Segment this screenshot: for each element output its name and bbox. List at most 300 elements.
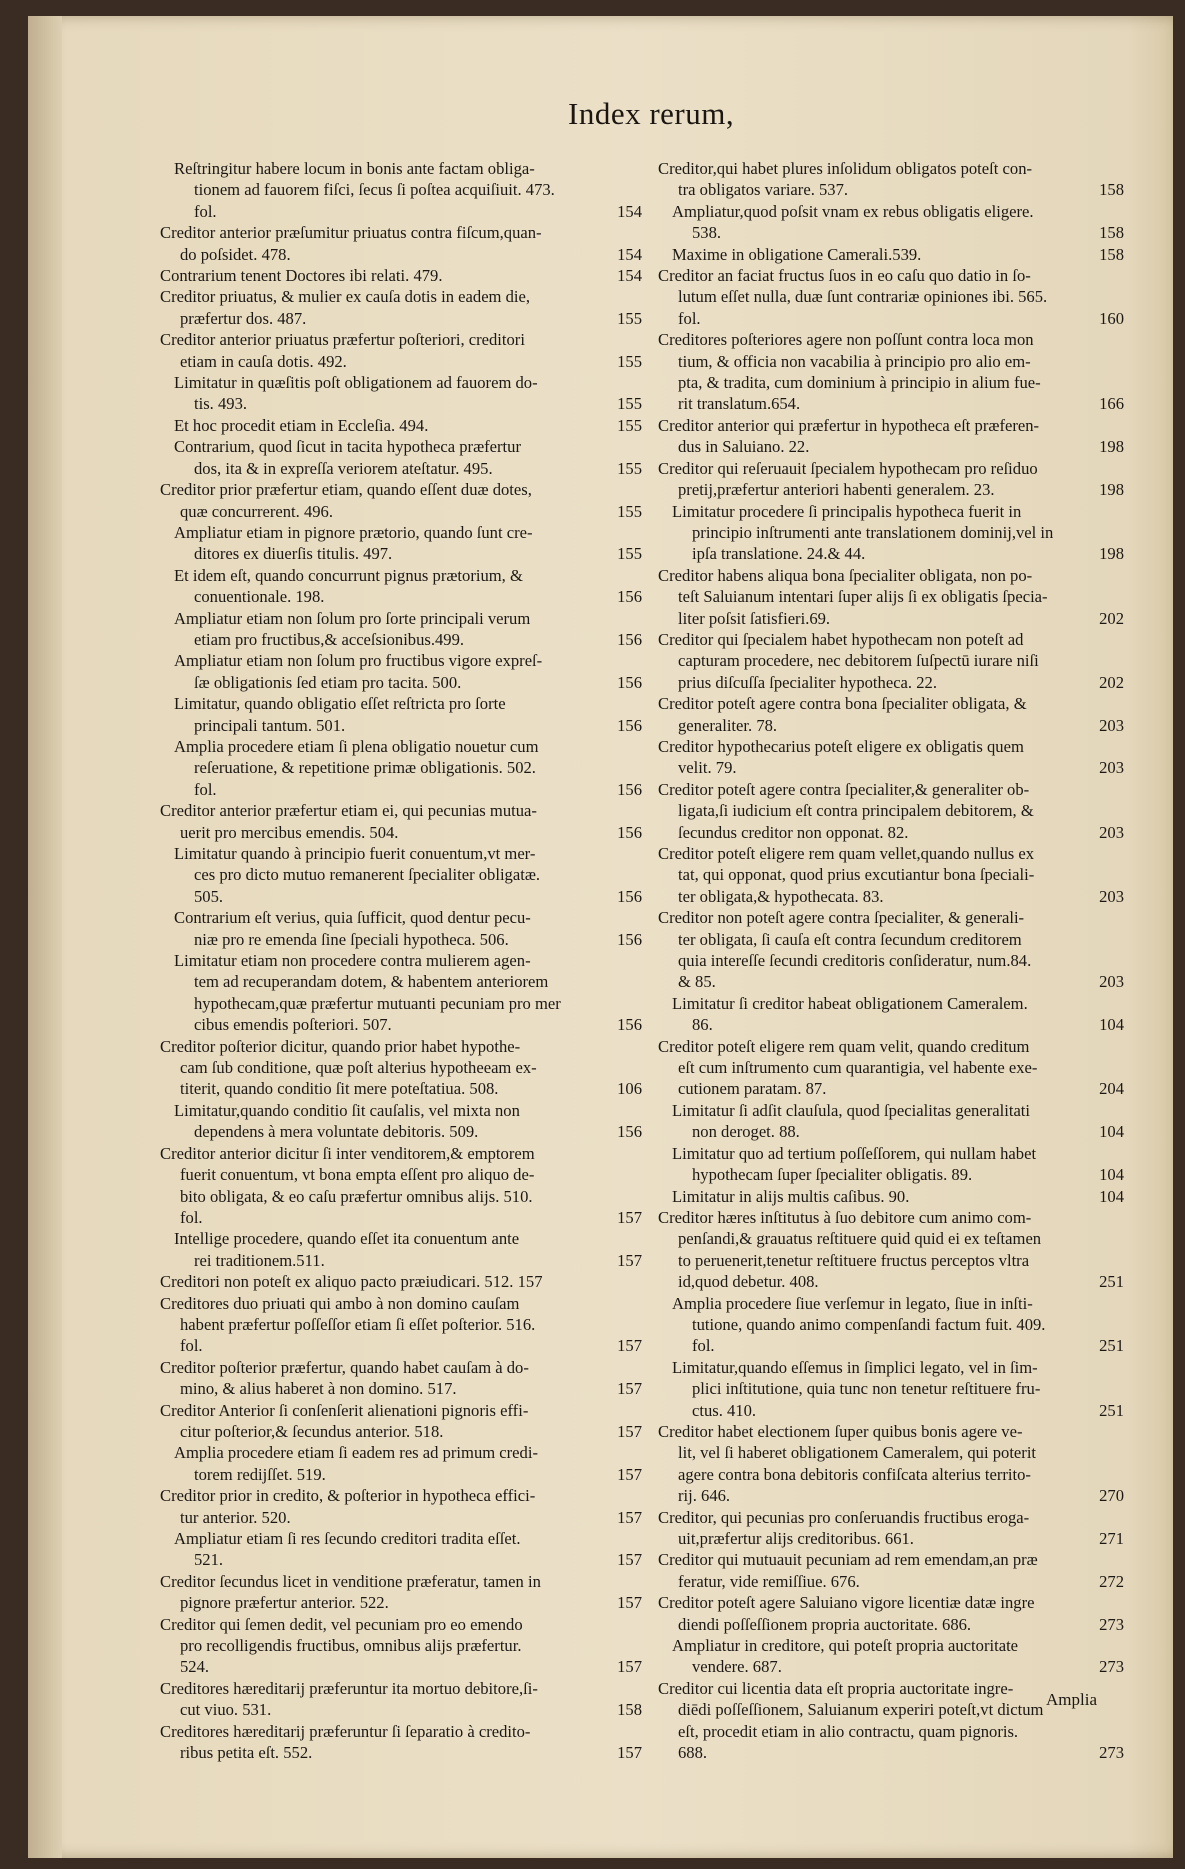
entry-line (174, 993, 646, 1014)
entry-line (160, 1635, 646, 1656)
entry-line (658, 1442, 1128, 1463)
index-entry (658, 779, 1128, 843)
entry-line (658, 1464, 1128, 1485)
entry-text: Amplia procedere ſiue verſemur in legato, ſiue in inſti- (672, 1293, 1033, 1313)
entry-text: ditores ex diuerſis titulis. 497. (194, 544, 393, 564)
index-entry (658, 265, 1128, 329)
entry-line (658, 458, 1128, 479)
index-entry (160, 415, 646, 436)
index-entry (160, 1571, 646, 1614)
entry-text: 505. (194, 886, 224, 906)
entry-line (658, 971, 1128, 992)
entry-text: cam ſub conditione, quæ poſt alterius hypotheeam ex- (180, 1058, 537, 1078)
page-number: 155 (617, 394, 642, 414)
entry-line (658, 265, 1128, 286)
entry-text: cibus emendis poſteriori. 507. (194, 1015, 392, 1035)
folio-label: fol. (194, 201, 217, 221)
entry-text: feratur, vide remiſſiue. 676. (678, 1571, 860, 1591)
entry-line (658, 1721, 1128, 1742)
entry-line (160, 1571, 646, 1592)
entry-line (658, 693, 1128, 714)
index-entry (160, 1678, 646, 1721)
entry-line (160, 1421, 646, 1442)
entry-line (160, 1614, 646, 1635)
page-number: 155 (617, 458, 642, 478)
page-number: 154 (617, 266, 642, 286)
page-number: 203 (1099, 886, 1124, 906)
entry-text: Creditor poteſt agere contra bona ſpecialiter obligata, & (658, 694, 1027, 714)
index-entry (658, 565, 1128, 629)
page-number: 156 (617, 1015, 642, 1035)
entry-text: Creditores duo priuati qui ambo à non domino cauſam (160, 1293, 520, 1313)
entry-line (160, 265, 646, 286)
entry-text: tis. 493. (194, 394, 248, 414)
entry-line (658, 308, 1128, 329)
entry-line (174, 201, 646, 222)
entry-text: ſecundus creditor non opponat. 82. (678, 822, 909, 842)
entry-text: Creditor anterior dicitur ſi inter venditorem,& emptorem (160, 1143, 535, 1163)
page-number: 158 (1099, 180, 1124, 200)
entry-text: tem ad recuperandam dotem, & habentem anteriorem (194, 972, 549, 992)
entry-text: titerit, quando conditio ſit mere poteſtatiua. 508. (180, 1079, 499, 1099)
page-number: 155 (617, 415, 642, 435)
index-entry (160, 950, 646, 1036)
entry-text: Creditor poteſt agere Saluiano vigore licentiæ datæ ingre (658, 1593, 1035, 1613)
folio-label: fol. (180, 1207, 203, 1227)
entry-line (658, 736, 1128, 757)
page-number: 158 (1099, 244, 1124, 264)
page-number: 157 (617, 1336, 642, 1356)
entry-text: conuentionale. 198. (194, 587, 325, 607)
entry-text: ribus petita eſt. 552. (180, 1743, 313, 1763)
entry-line (160, 1293, 646, 1314)
index-entry (160, 650, 646, 693)
entry-line (174, 1549, 646, 1570)
entry-line (658, 757, 1128, 778)
entry-text: tutione, quando animo compenſandi factum fuit. 409. (692, 1314, 1046, 1334)
entry-text: teſt Saluianum intentari ſuper alijs ſi ex obligatis ſpecia- (678, 587, 1048, 607)
entry-line (174, 179, 646, 200)
index-entry (658, 329, 1128, 415)
entry-text: dos, ita & in expreſſa veriorem ateſtatur. 495. (194, 458, 493, 478)
entry-line (658, 1507, 1128, 1528)
page-number: 160 (1099, 308, 1124, 328)
entry-line (658, 864, 1128, 885)
entry-text: Creditor qui reſeruauit ſpecialem hypothecam pro reſiduo (658, 458, 1038, 478)
page-number: 273 (1099, 1657, 1124, 1677)
entry-line (174, 736, 646, 757)
entry-line (658, 779, 1128, 800)
entry-line (658, 1271, 1128, 1292)
index-entry (160, 1293, 646, 1357)
page-number: 251 (1099, 1336, 1124, 1356)
index-entry (160, 1357, 646, 1400)
index-entry (658, 1293, 1128, 1357)
entry-text: Reſtringitur habere locum in bonis ante factam obliga- (174, 159, 535, 178)
index-entry (658, 693, 1128, 736)
page-number: 156 (617, 672, 642, 692)
entry-line (174, 372, 646, 393)
page-number: 158 (617, 1700, 642, 1720)
page-number: 155 (617, 351, 642, 371)
entry-text: plici inſtitutione, quia tunc non tenetur reſtituere fru- (692, 1379, 1041, 1399)
entry-line (658, 800, 1128, 821)
entry-line (658, 1250, 1128, 1271)
entry-line (174, 1121, 646, 1142)
page-number: 157 (617, 1379, 642, 1399)
entry-text: capturam procedere, nec debitorem ſuſpectū iurare niſi (678, 651, 1039, 671)
entry-text: velit. 79. (678, 758, 737, 778)
entry-line (672, 1164, 1128, 1185)
index-entry (658, 1357, 1128, 1421)
entry-text: generaliter. 78. (678, 715, 778, 735)
entry-text: Limitatur etiam non procedere contra mulierem agen- (174, 951, 531, 971)
entry-line (160, 1036, 646, 1057)
index-entry (160, 1143, 646, 1229)
entry-text: rij. 646. (678, 1486, 731, 1506)
entry-text: Creditor habens aliqua bona ſpecialiter obligata, non po- (658, 565, 1033, 585)
page-number: 154 (617, 244, 642, 264)
entry-text: 538. (692, 223, 722, 243)
entry-line (672, 1378, 1128, 1399)
page-number: 104 (1099, 1015, 1124, 1035)
page-number: 156 (617, 1122, 642, 1142)
entry-line (658, 886, 1128, 907)
entry-line (174, 757, 646, 778)
entry-text: ter obligata, ſi cauſa eſt contra ſecundum creditorem (678, 929, 1022, 949)
index-entry (160, 1614, 646, 1678)
page-number: 156 (617, 779, 642, 799)
entry-text: 521. (194, 1550, 224, 1570)
entry-line (160, 1699, 646, 1720)
entry-text: lit, vel ſi haberet obligationem Cameralem, qui poterit (678, 1443, 1037, 1463)
entry-line (160, 286, 646, 307)
entry-text: Creditores hæreditarij præferuntur ita mortuo debitore,ſi- (160, 1678, 538, 1698)
entry-line (174, 693, 646, 714)
page-number: 104 (1099, 1186, 1124, 1206)
entry-line (160, 800, 646, 821)
entry-text: prius diſcuſſa ſpecialiter hypotheca. 22. (678, 672, 937, 692)
page-number: 273 (1099, 1614, 1124, 1634)
entry-text: Limitatur quo ad tertium poſſeſſorem, qui nullam habet (672, 1143, 1037, 1163)
entry-text: etiam in cauſa dotis. 492. (180, 351, 347, 371)
entry-line (160, 1378, 646, 1399)
entry-line (174, 971, 646, 992)
entry-text: Ampliatur,quod poſsit vnam ex rebus obligatis eligere. (672, 201, 1034, 221)
index-entry (658, 1507, 1128, 1550)
entry-line (672, 1186, 1128, 1207)
index-entry (658, 993, 1128, 1036)
entry-text: Creditor cui licentia data eſt propria auctoritate ingre- (658, 1678, 1014, 1698)
entry-line (160, 1164, 646, 1185)
entry-text: Et idem eſt, quando concurrunt pignus prætorium, & (174, 565, 523, 585)
entry-text: liter poſsit ſatisfieri.69. (678, 608, 831, 628)
entry-text: Ampliatur in creditore, qui poteſt propria auctoritate (672, 1636, 1019, 1656)
entry-line (672, 1100, 1128, 1121)
entry-text: agere contra bona debitoris confiſcata alterius territo- (678, 1464, 1031, 1484)
entry-line (174, 608, 646, 629)
entry-line (174, 907, 646, 928)
page-number: 202 (1099, 608, 1124, 628)
entry-line (174, 886, 646, 907)
entry-text: dus in Saluiano. 22. (678, 437, 810, 457)
index-entry (160, 479, 646, 522)
index-entry (160, 329, 646, 372)
index-entry (160, 1100, 646, 1143)
index-entry (160, 522, 646, 565)
index-entry (658, 201, 1128, 244)
index-entry (160, 265, 646, 286)
index-entry (658, 1207, 1128, 1293)
index-entry (160, 565, 646, 608)
folio-label: fol. (692, 1336, 715, 1356)
entry-line (658, 329, 1128, 350)
entry-line (658, 158, 1128, 179)
page-number: 104 (1099, 1122, 1124, 1142)
entry-text: dependens à mera voluntate debitoris. 509. (194, 1122, 479, 1142)
entry-text: fuerit conuentum, vt bona empta eſſent pro aliquo de- (180, 1165, 535, 1185)
index-entry (160, 843, 646, 907)
entry-line (658, 436, 1128, 457)
index-entry (160, 1400, 646, 1443)
entry-text: Creditori non poteſt ex aliquo pacto præiudicari. 512. 157 (160, 1272, 543, 1292)
entry-text: habent præfertur poſſeſſor etiam ſi eſſet poſterior. 516. (180, 1314, 536, 1334)
entry-text: Creditor qui mutuauit pecuniam ad rem emendam,an præ (658, 1550, 1038, 1570)
entry-text: Creditor prior in credito, & poſterior in hypotheca effici- (160, 1486, 536, 1506)
index-entry (160, 1442, 646, 1485)
entry-line (672, 1314, 1128, 1335)
entry-line (672, 1335, 1128, 1356)
entry-line (658, 1592, 1128, 1613)
entry-text: principali tantum. 501. (194, 715, 346, 735)
page-number: 166 (1099, 394, 1124, 414)
entry-text: Et hoc procedit etiam in Eccleſia. 494. (174, 415, 429, 435)
entry-line (160, 1678, 646, 1699)
entry-text: ipſa translatione. 24.& 44. (692, 544, 866, 564)
page-number: 157 (617, 1507, 642, 1527)
entry-text: tionem ad fauorem fiſci, ſecus ſi poſtea acquiſiuit. 473. (194, 180, 555, 200)
index-entry (160, 158, 646, 222)
entry-text: Creditor poſterior dicitur, quando prior habet hypothe- (160, 1036, 521, 1056)
index-entry (658, 458, 1128, 501)
page-number: 156 (617, 886, 642, 906)
entry-line (174, 1228, 646, 1249)
entry-line (658, 565, 1128, 586)
entry-line (658, 672, 1128, 693)
page-number: 251 (1099, 1272, 1124, 1292)
page-number: 158 (1099, 223, 1124, 243)
page-number: 157 (617, 1657, 642, 1677)
page-number: 157 (617, 1250, 642, 1270)
page-number: 106 (617, 1079, 642, 1099)
page-number: 251 (1099, 1400, 1124, 1420)
entry-line (174, 522, 646, 543)
entry-text: 688. (678, 1743, 708, 1763)
entry-text: Creditor, qui pecunias pro conſeruandis fructibus eroga- (658, 1507, 1030, 1527)
page-number: 156 (617, 629, 642, 649)
folio-label: fol. (678, 308, 701, 328)
entry-line (160, 822, 646, 843)
entry-line (160, 1335, 646, 1356)
entry-text: Creditor prior præfertur etiam, quando eſſent duæ dotes, (160, 480, 532, 500)
entry-text: Limitatur procedere ſi principalis hypotheca fuerit in (672, 501, 1022, 521)
page-number: 202 (1099, 672, 1124, 692)
entry-text: pignore præfertur anterior. 522. (180, 1593, 389, 1613)
entry-line (672, 1635, 1128, 1656)
entry-line (174, 672, 646, 693)
entry-text: Creditor priuatus, & mulier ex cauſa dotis in eadem die, (160, 287, 531, 307)
entry-line (658, 1614, 1128, 1635)
entry-line (672, 1014, 1128, 1035)
entry-text: Creditor poteſt agere contra ſpecialiter,& generaliter ob- (658, 779, 1030, 799)
entry-line (160, 308, 646, 329)
entry-text: tium, & officia non vacabilia à principio pro alio em- (678, 351, 1031, 371)
entry-line (658, 950, 1128, 971)
entry-text: Creditor,qui habet plures inſolidum obligatos poteſt con- (658, 159, 1033, 178)
entry-line (160, 351, 646, 372)
entry-text: Amplia procedere etiam ſi plena obligatio nouetur cum (174, 736, 539, 756)
page-number: 203 (1099, 972, 1124, 992)
entry-text: bito obligata, & eo caſu præfertur omnibus alijs. 510. (180, 1186, 533, 1206)
entry-text: etiam pro fructibus,& acceſsionibus.499. (194, 629, 465, 649)
entry-text: Limitatur quando à principio fuerit conuentum,vt mer- (174, 844, 536, 863)
entry-line (658, 1421, 1128, 1442)
page-number: 204 (1099, 1079, 1124, 1099)
page-number: 155 (617, 501, 642, 521)
entry-text: Ampliatur etiam in pignore prætorio, quando ſunt cre- (174, 522, 533, 542)
entry-text: cutionem paratam. 87. (678, 1079, 827, 1099)
entry-line (658, 1571, 1128, 1592)
page-number: 203 (1099, 715, 1124, 735)
entry-text: uit,præfertur alijs creditoribus. 661. (678, 1529, 914, 1548)
entry-text: Maxime in obligatione Camerali.539. (672, 244, 922, 264)
index-entry (658, 1635, 1128, 1678)
entry-line (658, 907, 1128, 928)
entry-line (174, 458, 646, 479)
entry-line (174, 715, 646, 736)
entry-line (658, 715, 1128, 736)
entry-text: id,quod debetur. 408. (678, 1272, 819, 1292)
page-number: 157 (617, 1421, 642, 1441)
entry-line (658, 351, 1128, 372)
entry-line (174, 1014, 646, 1035)
folio-label: fol. (194, 779, 217, 799)
entry-line (672, 1656, 1128, 1677)
index-entry (658, 1549, 1128, 1592)
entry-text: ligata,ſi iudicium eſt contra principalem debitorem, & (678, 801, 1034, 821)
entry-line (160, 1186, 646, 1207)
entry-text: do poſsidet. 478. (180, 244, 291, 264)
entry-line (160, 244, 646, 265)
entry-line (174, 779, 646, 800)
entry-text: Creditor anterior præfertur etiam ei, qui pecunias mutua- (160, 801, 537, 821)
index-entry (658, 907, 1128, 993)
entry-text: Creditor poteſt eligere rem quam vellet,quando nullus ex (658, 844, 1035, 863)
entry-text: Creditor poſterior præfertur, quando habet cauſam à do- (160, 1357, 529, 1377)
entry-line (174, 1250, 646, 1271)
entry-line (160, 479, 646, 500)
entry-line (672, 1357, 1128, 1378)
entry-line (174, 1442, 646, 1463)
entry-line (658, 1485, 1128, 1506)
entry-text: Creditor qui ſpecialem habet hypothecam non poteſt ad (658, 629, 1024, 649)
catchword: Amplia (1046, 1690, 1097, 1709)
entry-line (174, 929, 646, 950)
entry-line (658, 286, 1128, 307)
entry-text: eſt cum inſtrumento cum quarantigia, vel habente exe- (678, 1058, 1038, 1078)
entry-text: Creditores hæreditarij præferuntur ſi ſeparatio à credito- (160, 1721, 531, 1741)
entry-line (160, 1656, 646, 1677)
page-number: 157 (617, 1207, 642, 1227)
page-number: 154 (617, 201, 642, 221)
entry-text: to peruenerit,tenetur reſtituere fructus perceptos vltra (678, 1250, 1030, 1270)
entry-text: Creditor ſecundus licet in venditione præferatur, tamen in (160, 1571, 541, 1591)
entry-text: Creditor an faciat fructus ſuos in eo caſu quo datio in ſo- (658, 266, 1031, 286)
entry-text: Creditor habet electionem ſuper quibus bonis agere ve- (658, 1421, 1023, 1441)
entry-text: Creditor anterior qui præfertur in hypotheca eſt præferen- (658, 415, 1040, 435)
entry-line (174, 843, 646, 864)
index-entry (658, 736, 1128, 779)
index-entry (160, 1721, 646, 1764)
page-number: 156 (617, 715, 642, 735)
entry-text: Creditor hæres inſtitutus à ſuo debitore cum animo com- (658, 1207, 1032, 1227)
index-entry (658, 1186, 1128, 1207)
entry-line (658, 843, 1128, 864)
entry-line (658, 393, 1128, 414)
entry-line (658, 479, 1128, 500)
entry-line (658, 929, 1128, 950)
entry-line (658, 1078, 1128, 1099)
entry-line (174, 1100, 646, 1121)
entry-line (672, 1143, 1128, 1164)
index-entry (658, 1592, 1128, 1635)
entry-text: Ampliatur etiam non ſolum pro fructibus vigore expreſ- (174, 651, 543, 671)
entry-text: tur anterior. 520. (180, 1507, 291, 1527)
entry-line (160, 1271, 646, 1292)
index-entry (658, 1036, 1128, 1100)
entry-text: diendi poſſeſſionem propria auctoritate. 686. (678, 1614, 972, 1634)
entry-text: Limitatur,quando eſſemus in ſimplici legato, vel in ſim- (672, 1357, 1038, 1377)
left-column (160, 158, 646, 1763)
entry-line (658, 1228, 1128, 1249)
entry-line (160, 329, 646, 350)
entry-text: ter obligata,& hypothecata. 83. (678, 886, 884, 906)
entry-line (174, 565, 646, 586)
entry-text: quæ concurrerent. 496. (180, 501, 333, 521)
index-entry (160, 222, 646, 265)
folio-label: fol. (180, 1336, 203, 1356)
index-entry (160, 1036, 646, 1100)
index-entry (658, 1143, 1128, 1186)
entry-line (658, 1742, 1128, 1763)
entry-line (672, 501, 1128, 522)
entry-text: lutum eſſet nulla, duæ ſunt contrariæ opiniones ibi. 565. (678, 287, 1048, 307)
entry-line (174, 629, 646, 650)
entry-line (658, 415, 1128, 436)
page-number: 203 (1099, 758, 1124, 778)
index-entry (658, 843, 1128, 907)
entry-line (672, 222, 1128, 243)
entry-line (174, 950, 646, 971)
index-entry (160, 436, 646, 479)
entry-line (174, 586, 646, 607)
entry-line (160, 1742, 646, 1763)
entry-text: ſæ obligationis ſed etiam pro tacita. 500. (194, 672, 462, 692)
page-number: 155 (617, 544, 642, 564)
entry-text: tra obligatos variare. 537. (678, 180, 849, 200)
entry-text: Limitatur in alijs multis caſibus. 90. (672, 1186, 910, 1206)
index-entry (658, 415, 1128, 458)
